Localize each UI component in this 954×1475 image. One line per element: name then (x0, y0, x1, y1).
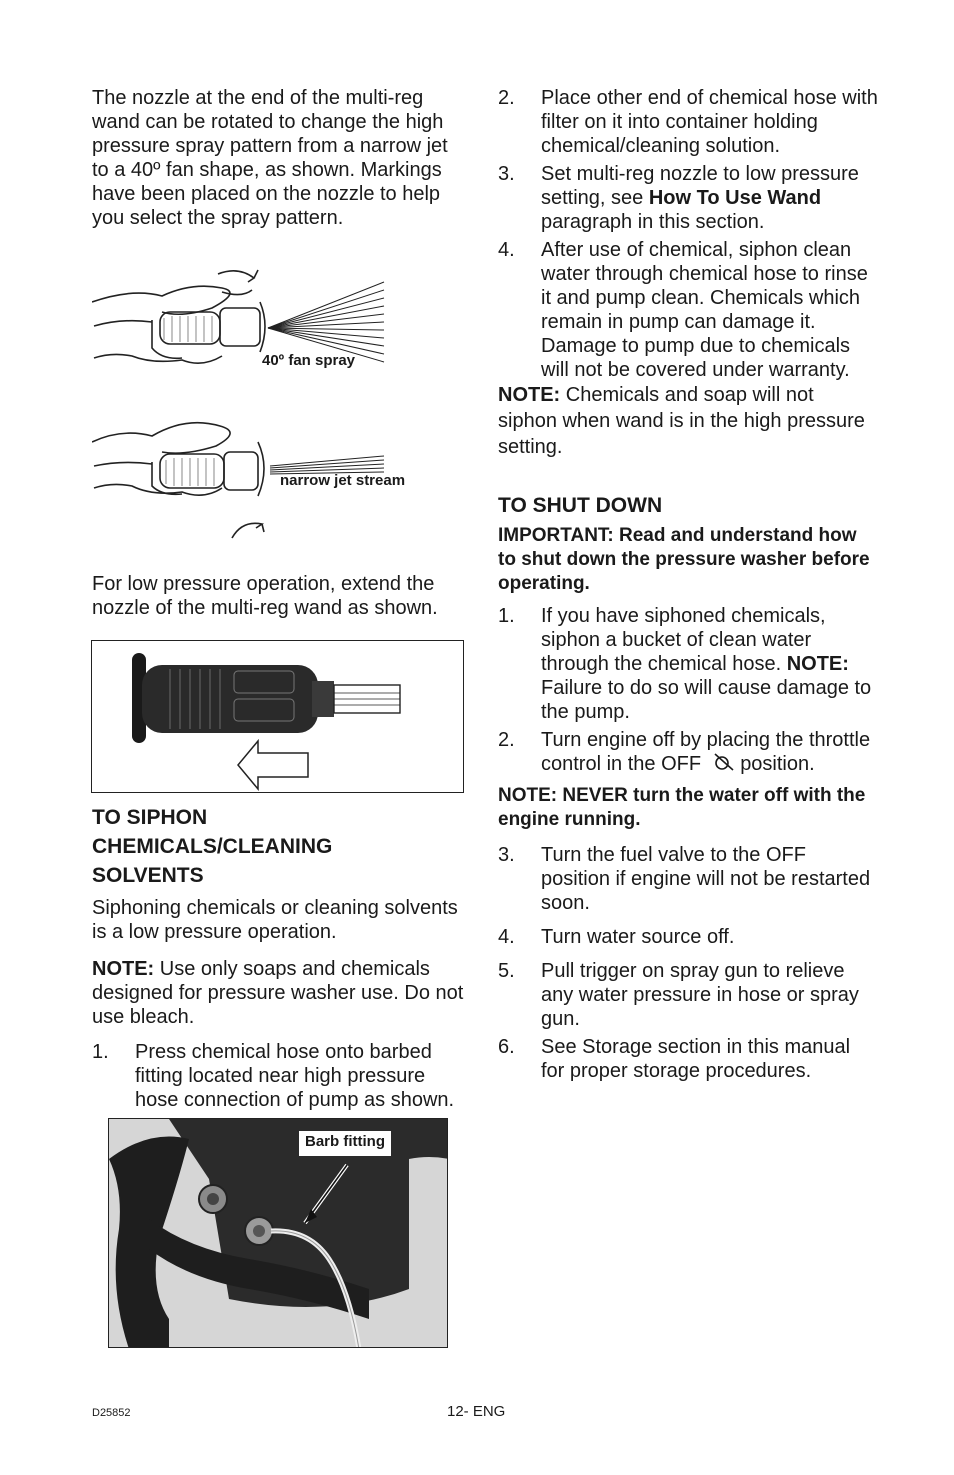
barb-fitting-photo (108, 1118, 448, 1348)
fan-spray-illustration (92, 268, 464, 388)
shutdown-heading: TO SHUT DOWN (498, 494, 663, 517)
step-text: Place other end of chemical hose with filter on it into container holding chemical/cleaning solution. (541, 87, 878, 157)
important-paragraph: IMPORTANT: Read and understand how to shut down the pressure washer before operating. (498, 525, 870, 594)
step-note-label: NOTE: (786, 653, 849, 675)
step-text: After use of chemical, siphon clean water through chemical hose to rinse it and pump clean. Chemicals which remain in pump can damage it. Damage to pump due to chemicals will not be covered under warranty. (541, 239, 868, 381)
step-number: 3. (498, 844, 515, 866)
step-text: If you have siphoned chemicals, siphon a bucket of clean water through the chemical hose. (541, 605, 826, 675)
step-text: Turn the fuel valve to the OFF position if engine will not be restarted soon. (541, 844, 871, 914)
left-column (92, 86, 464, 1348)
shutdown-step-2 (498, 728, 878, 776)
step-text: Pull trigger on spray gun to relieve any water pressure in hose or spray gun. (541, 960, 859, 1030)
siphon-note-paragraph (92, 957, 464, 1029)
step-number: 2. (498, 729, 515, 751)
step-text: Press chemical hose onto barbed fitting located near high pressure hose connection of pump as shown. (135, 1041, 455, 1111)
step-text-post: paragraph in this section. (541, 211, 765, 233)
shutdown-step-3 (498, 843, 878, 915)
step-number: 2. (498, 87, 515, 109)
extend-nozzle-figure (91, 640, 464, 793)
step-number: 1. (498, 605, 515, 627)
narrow-jet-figure (92, 416, 464, 546)
step-text-bold: How To Use Wand (648, 187, 822, 209)
siphon-step-3 (498, 162, 878, 234)
never-note-paragraph: NOTE: NEVER turn the water off with the engine running. (498, 785, 866, 830)
narrow-jet-illustration (92, 416, 464, 546)
pump-photo-illustration (109, 1119, 448, 1348)
step-number: 6. (498, 1036, 515, 1058)
note-label: NOTE: (498, 384, 561, 406)
shutdown-step-6 (498, 1035, 878, 1083)
page-number: 12- ENG (447, 1403, 506, 1420)
shutdown-step-1 (498, 604, 878, 724)
siphon-step-2 (498, 86, 878, 158)
document-code: D25852 (92, 1407, 131, 1419)
step-number: 4. (498, 239, 515, 261)
siphon-intro-paragraph: Siphoning chemicals or cleaning solvents is a low pressure operation. (92, 897, 458, 943)
shutdown-step-4 (498, 925, 878, 949)
narrow-jet-label: narrow jet stream (280, 472, 406, 489)
siphon-heading: TO SIPHON CHEMICALS/CLEANING SOLVENTS (92, 806, 333, 887)
fan-spray-figure (92, 268, 464, 388)
siphon-note-paragraph-right (498, 382, 878, 460)
barb-fitting-label: Barb fitting (305, 1133, 385, 1150)
step-note-text: Failure to do so will cause damage to the pump. (541, 677, 872, 723)
step-text-end: position. (740, 753, 815, 775)
step-text: Turn engine off by placing the throttle control in the OFF (541, 729, 871, 775)
shutdown-step-5 (498, 959, 878, 1031)
step-number: 4. (498, 926, 515, 948)
step-text: Turn water source off. (541, 926, 735, 948)
step-number: 1. (92, 1041, 109, 1063)
note-text: Use only soaps and chemicals designed for pressure washer use. Do not use bleach. (92, 958, 464, 1028)
barb-fitting-callout (299, 1131, 391, 1156)
extend-nozzle-illustration (92, 641, 462, 791)
nozzle-intro-paragraph: The nozzle at the end of the multi-reg wand can be rotated to change the high pressure spray pattern from a narrow jet to a 40º fan shape, as shown. Markings have been placed on the nozzle to help you select the spray pattern. (92, 87, 448, 229)
step-number: 3. (498, 163, 515, 185)
fan-spray-label: 40º fan spray (262, 352, 356, 369)
step-number: 5. (498, 960, 515, 982)
siphon-step-4 (498, 238, 878, 382)
engine-off-icon (713, 752, 735, 772)
siphon-step-1 (92, 1040, 464, 1112)
step-text-pre: Set multi-reg nozzle to low pressure setting, see (541, 163, 859, 209)
note-text: Chemicals and soap will not siphon when wand is in the high pressure setting. (498, 384, 865, 458)
note-label: NOTE: (92, 958, 155, 980)
step-text: See Storage section in this manual for proper storage procedures. (541, 1036, 851, 1082)
right-column (498, 86, 878, 1083)
left-arrow-icon (238, 741, 308, 789)
low-pressure-paragraph: For low pressure operation, extend the nozzle of the multi-reg wand as shown. (92, 573, 438, 619)
